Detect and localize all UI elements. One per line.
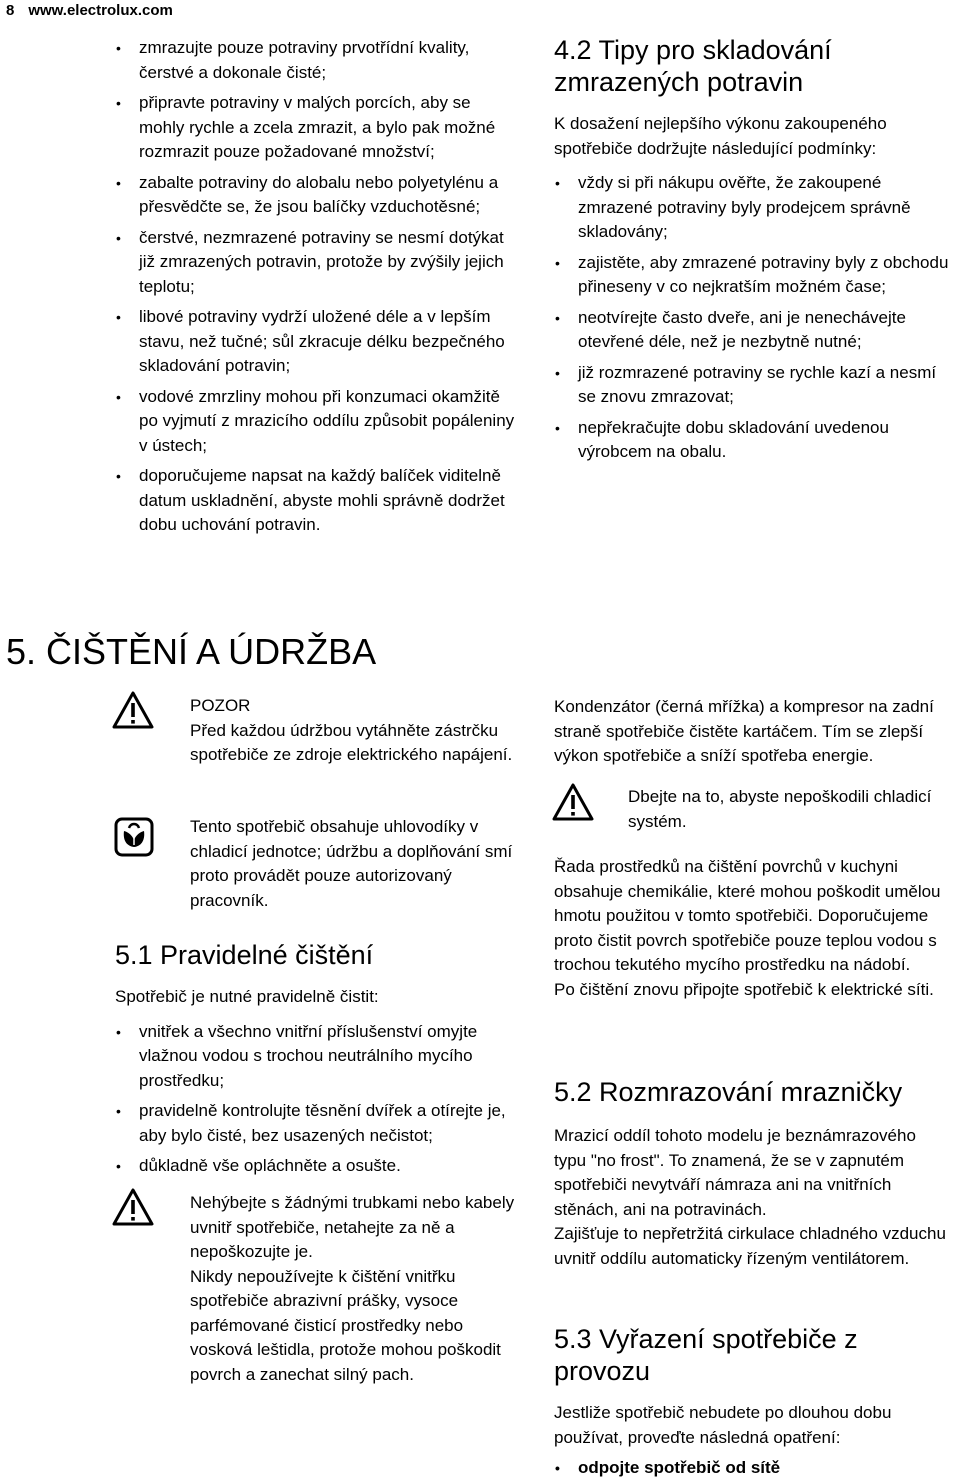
list-item: • zajistěte, aby zmrazené potraviny byly z obchodu přineseny v co nejkratším možném čase; [554, 251, 949, 300]
list-item: • čerstvé, nezmrazené potraviny se nesmí dotýkat již zmrazených potravin, protože by zvýšily jejich teplotu; [115, 226, 515, 300]
list-item: • doporučujeme napsat na každý balíček viditelně datum uskladnění, abyste mohli správně dodržet dobu uchování potravin. [115, 464, 515, 538]
section-heading: 5.2 Rozmrazování mrazničky [554, 1077, 903, 1107]
paragraph: Řada prostředků na čištění povrchů v kuchyni obsahuje chemikálie, které mohou poškodit umělou hmotu použitou v tomto spotřebiči. Doporučujeme proto čistit povrch spotřebiče pouze teplou vodou s trochou tekutého mycího prostředku na nádobí. [554, 857, 941, 974]
list-item: • vždy si při nákupu ověřte, že zakoupené zmrazené potraviny byly prodejcem správně skladovány; [554, 171, 949, 245]
cleaning-warning [190, 1191, 525, 1387]
cooling-warning [628, 785, 950, 834]
section-4-2 [554, 34, 949, 465]
list-item: • vnitřek a všechno vnitřní příslušenství omyjte vlažnou vodou s trochou neutrálního mycího prostředku; [115, 1020, 520, 1094]
surface-cleaning [554, 855, 952, 1002]
paragraph: Po čištění znovu připojte spotřebič k elektrické síti. [554, 979, 934, 999]
list-item: • pravidelně kontrolujte těsnění dvířek a otírejte je, aby bylo čisté, bez usazených nečistot; [115, 1099, 520, 1148]
section-5-3 [554, 1323, 952, 1481]
warning-text: Nikdy nepoužívejte k čištění vnitřku spotřebiče abrazivní prášky, vysoce parfémované čisticí prostředky nebo vosková leštidla, protože mohou poškodit povrch a zanechat silný pach. [190, 1266, 501, 1384]
paragraph: Mrazicí oddíl tohoto modelu je beznámrazového typu "no frost". To znamená, že se v zapnutém spotřebiči nevytváří námraza ani na vnitřních stěnách, ani na potravinách. [554, 1126, 916, 1219]
chapter-title: 5. ČIŠTĚNÍ A ÚDRŽBA [6, 631, 377, 672]
section-heading: 5.3 Vyřazení spotřebiče z provozu [554, 1324, 858, 1386]
eco-note [190, 815, 525, 913]
section-heading: 5.1 Pravidelné čištění [115, 940, 374, 970]
page-number: 8 [6, 2, 15, 19]
page-header [6, 0, 173, 22]
freezing-tips-list [115, 36, 515, 538]
eco-icon [113, 816, 155, 858]
list-item: • již rozmrazené potraviny se rychle kazí a nesmí se znovu zmrazovat; [554, 361, 949, 410]
list-item: • vodové zmrzliny mohou při konzumaci okamžitě po vyjmutí z mrazicího oddílu způsobit popáleniny v ústech; [115, 385, 515, 459]
site-url[interactable]: www.electrolux.com [28, 2, 173, 19]
warning-text: Nehýbejte s žádnými trubkami nebo kabely uvnitř spotřebiče, netahejte za ně a nepoškozujte je. [190, 1193, 515, 1261]
warning-icon [112, 690, 154, 730]
list-item: • důkladně vše opláchněte a osušte. [115, 1154, 520, 1179]
list-item: • nepřekračujte dobu skladování uvedenou výrobcem na obalu. [554, 416, 949, 465]
caution-text: Před každou údržbou vytáhněte zástrčku spotřebiče ze zdroje elektrického napájení. [190, 720, 513, 764]
list-item: • zabalte potraviny do alobalu nebo polyetylénu a přesvědčte se, že jsou balíčky vzduchotěsné; [115, 171, 515, 220]
warning-icon [112, 1187, 154, 1227]
warning-text: Dbejte na to, abyste nepoškodili chladicí systém. [628, 787, 932, 831]
list-item: • odpojte spotřebič od sítě [554, 1456, 952, 1481]
warning-icon [552, 782, 594, 822]
section-intro: Jestliže spotřebič nebudete po dlouhou dobu používat, proveďte následná opatření: [554, 1403, 892, 1447]
caution-note [190, 694, 525, 768]
list-item: • neotvírejte často dveře, ani je nenechávejte otevřené déle, než je nezbytně nutné; [554, 306, 949, 355]
caution-title: POZOR [190, 696, 251, 715]
condenser-note [554, 695, 952, 769]
section-intro: K dosažení nejlepšího výkonu zakoupeného spotřebiče dodržujte následující podmínky: [554, 114, 887, 158]
section-5-2 [554, 1076, 952, 1271]
list-item: • zmrazujte pouze potraviny prvotřídní kvality, čerstvé a dokonale čisté; [115, 36, 515, 85]
paragraph: Zajišťuje to nepřetržitá cirkulace chladného vzduchu uvnitř oddílu automaticky řízeným ventilátorem. [554, 1224, 946, 1268]
list-item: • libové potraviny vydrží uložené déle a v lepším stavu, než tučné; sůl zkracuje délku bezpečného skladování potravin; [115, 305, 515, 379]
eco-text: Tento spotřebič obsahuje uhlovodíky v chladicí jednotce; údržbu a doplňování smí proto provádět pouze autorizovaný pracovník. [190, 817, 513, 910]
list-item: • připravte potraviny v malých porcích, aby se mohly rychle a zcela zmrazit, a bylo pak možné rozmrazit pouze požadované množství; [115, 91, 515, 165]
condenser-text: Kondenzátor (černá mřížka) a kompresor na zadní straně spotřebiče čistěte kartáčem. Tím se zlepší výkon spotřebiče a sníží spotřeba energie. [554, 697, 934, 765]
section-5-1 [115, 939, 520, 1179]
section-heading: 4.2 Tipy pro skladování zmrazených potravin [554, 35, 832, 97]
section-intro: Spotřebič je nutné pravidelně čistit: [115, 987, 379, 1006]
